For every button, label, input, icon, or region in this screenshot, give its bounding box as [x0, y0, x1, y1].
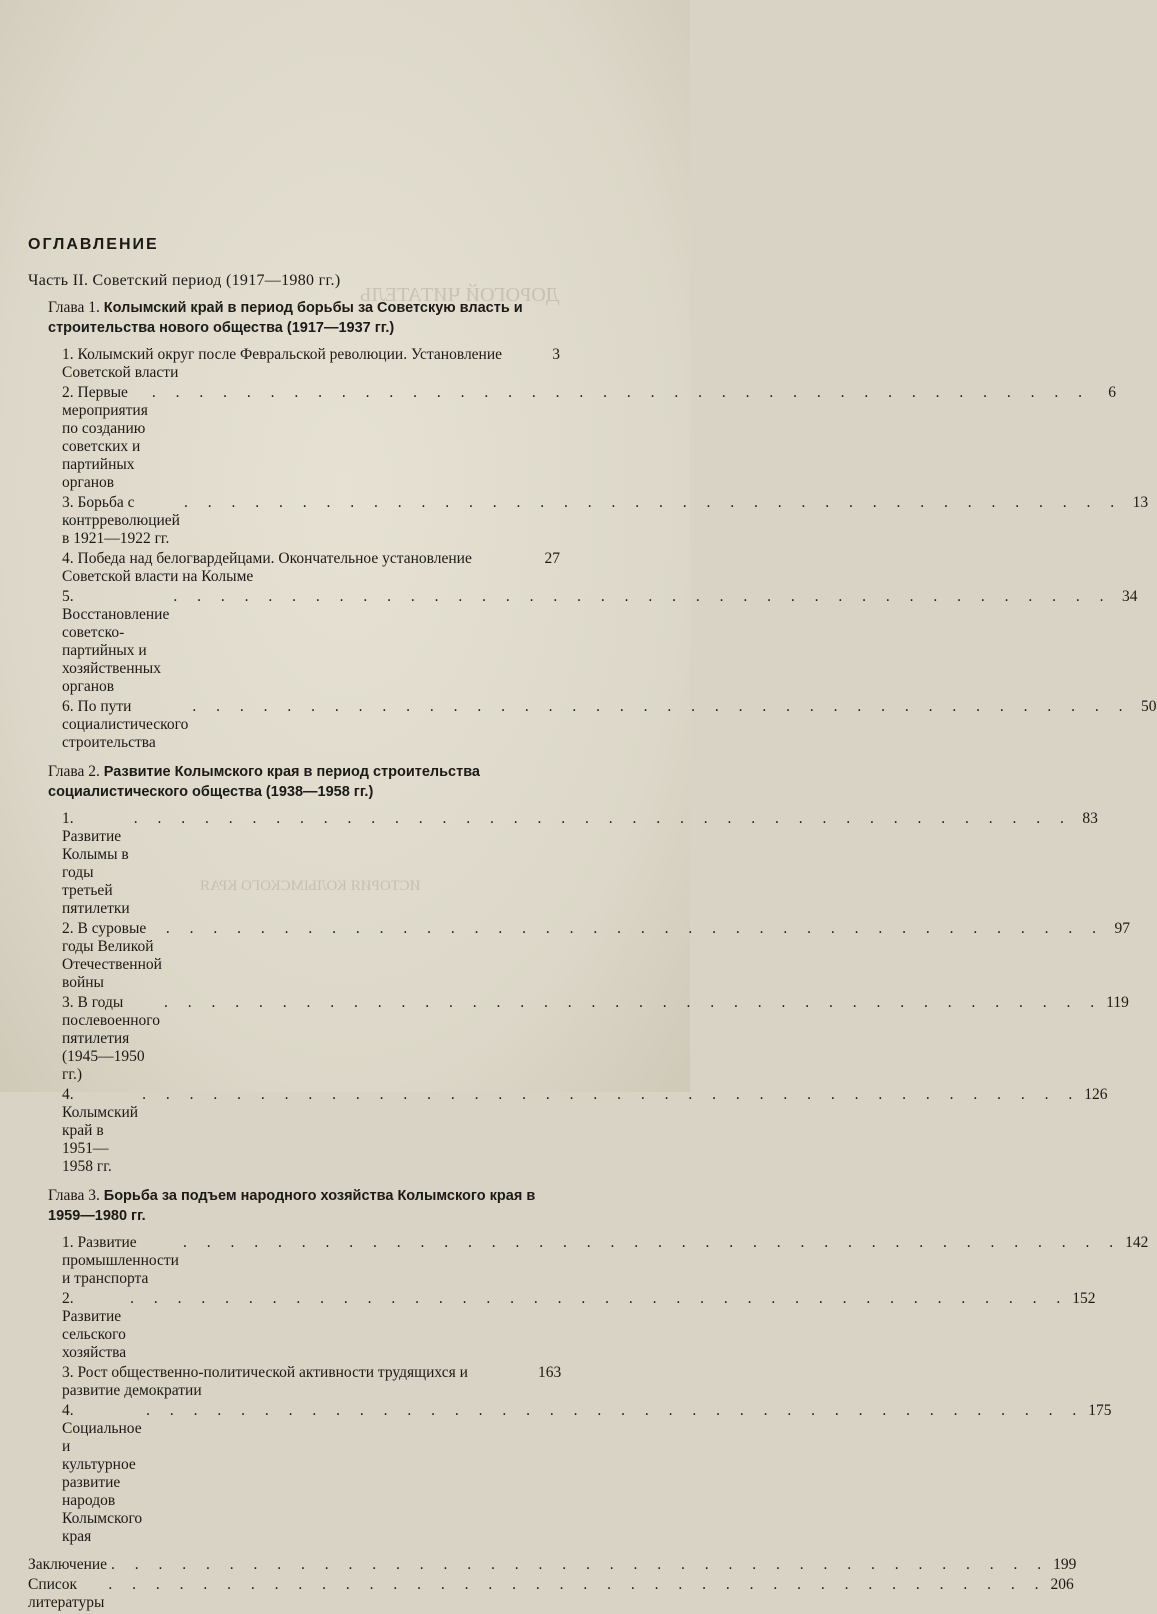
toc-entry [62, 1364, 560, 1400]
chapter-entries [28, 810, 1131, 1176]
toc-entry-text: 3. Борьба с контрреволюцией в 1921—1922 гг. [62, 494, 180, 547]
toc-entry [28, 1556, 1077, 1574]
toc-entry-text: 1. Развитие Колымы в годы третьей пятилетки [62, 810, 130, 917]
toc-entry [62, 1290, 1096, 1362]
toc-title: ОГЛАВЛЕНИЕ [28, 236, 159, 253]
toc-entry [62, 346, 560, 382]
toc-entry [62, 810, 1098, 918]
chapter-heading [28, 1186, 560, 1226]
dot-leader: . . . . . . . . . . . . . . . . . . . . . . . . . . . . . . . . . . . . . . . . [173, 588, 1112, 605]
toc-page-number: 34 [1121, 588, 1138, 605]
toc-entry [28, 1576, 1074, 1612]
toc-entry-line [28, 1576, 1074, 1612]
toc-entry-text: 2. Первые мероприятия по созданию советских и партийных органов [62, 384, 148, 491]
toc-entry [62, 920, 1131, 992]
show-through-text: ДОРОГОЙ ЧИТАТЕЛЬ [360, 284, 560, 306]
dot-leader: . . . . . . . . . . . . . . . . . . . . . . . . . . . . . . . . . . . . . . . . [111, 1556, 1050, 1573]
toc-entry-line [62, 1290, 1096, 1362]
chapter-title: Колымский край в период борьбы за Советскую власть и строительства нового общества (1917—1937 гг.) [48, 300, 523, 336]
toc-entry-text: 3. Рост общественно-политической активности трудящихся и развитие демократии [62, 1364, 468, 1399]
chapter-entries [28, 1234, 1149, 1546]
toc-page-number: 50 [1141, 698, 1157, 715]
chapter-entries [28, 346, 1157, 752]
table-of-contents [28, 236, 1157, 1614]
chapter [28, 762, 1131, 1176]
dot-leader: . . . . . . . . . . . . . . . . . . . . . . . . . . . . . . . . . . . . . . . . [151, 384, 1090, 401]
chapter-title: Развитие Колымского края в период строительства социалистического общества (1938—1958 гг.) [48, 764, 480, 800]
dot-leader: . . . . . . . . . . . . . . . . . . . . . . . . . . . . . . . . . . . . . . . . [183, 494, 1123, 511]
toc-entry-text: 1. Колымский округ после Февральской революции. Установление Советской власти [62, 346, 503, 381]
toc-entry [62, 384, 1116, 492]
toc-page-number: 6 [1108, 384, 1116, 401]
chapter-number: Глава 1. [48, 299, 104, 316]
toc-entry-text: 4. Социальное и культурное развитие народов Колымского края [62, 1402, 143, 1545]
closing-list [28, 1556, 1077, 1612]
dot-leader: . . . . . . . . . . . . . . . . . . . . . . . . . . . . . . . . . . . . . . . . [133, 810, 1072, 827]
show-through-text: ИСТОРИЯ КОЛЫМСКОГО КРАЯ [200, 878, 421, 894]
dot-leader: . . . . . . . . . . . . . . . . . . . . . . . . . . . . . . . . . . . . . . . . [182, 1234, 1122, 1251]
toc-entry-line [62, 494, 1149, 548]
toc-entry-line [62, 1234, 1149, 1288]
toc-entry-text: 3. В годы послевоенного пятилетия (1945—1950 гг.) [62, 994, 161, 1083]
toc-page-number: 199 [1053, 1556, 1077, 1573]
toc-entry-text: 5. Восстановление советско-партийных и хозяйственных органов [62, 588, 170, 695]
chapter-heading [28, 298, 560, 338]
chapter-title: Борьба за подъем народного хозяйства Колымского края в 1959—1980 гг. [48, 1188, 536, 1224]
toc-entry-line [62, 920, 1131, 992]
toc-entry-line [62, 588, 1138, 696]
chapter [28, 298, 1157, 752]
toc-page-number: 83 [1082, 810, 1098, 827]
toc-page-number: 13 [1132, 494, 1149, 511]
toc-page-number: 152 [1072, 1290, 1096, 1307]
toc-page-number: 27 [544, 550, 560, 567]
toc-entry-line [62, 550, 560, 586]
dot-leader: . . . . . . . . . . . . . . . . . . . . . . . . . . . . . . . . . . . . . . . . [165, 920, 1105, 937]
toc-page-number: 142 [1125, 1234, 1149, 1251]
toc-page-number: 175 [1088, 1402, 1112, 1419]
dot-leader: . . . . . . . . . . . . . . . . . . . . . . . . . . . . . . . . . . . . . . . . [146, 1402, 1085, 1419]
toc-page-number: 97 [1114, 920, 1131, 937]
toc-entry-text: 2. Развитие сельского хозяйства [62, 1290, 127, 1361]
dot-leader: . . . . . . . . . . . . . . . . . . . . . . . . . . . . . . . . . . . . . . . . [108, 1576, 1047, 1593]
toc-entry-line [62, 1402, 1112, 1546]
dot-leader: . . . . . . . . . . . . . . . . . . . . . . . . . . . . . . . . . . . . . . . . [164, 994, 1103, 1011]
chapter-number: Глава 2. [48, 763, 104, 780]
toc-page-number: 163 [538, 1364, 562, 1381]
toc-page-number: 126 [1084, 1086, 1108, 1103]
toc-entry [62, 1234, 1149, 1288]
chapter [28, 1186, 1149, 1546]
toc-page-number: 206 [1050, 1576, 1074, 1593]
dot-leader: . . . . . . . . . . . . . . . . . . . . . . . . . . . . . . . . . . . . . . . . [130, 1290, 1069, 1307]
chapters-list [28, 298, 1157, 1546]
toc-entry-line [28, 1556, 1077, 1574]
toc-entry [62, 994, 1129, 1084]
toc-entry-text: 4. Победа над белогвардейцами. Окончательное установление Советской власти на Колыме [62, 550, 472, 585]
toc-entry-text: 1. Развитие промышленности и транспорта [62, 1234, 179, 1287]
toc-entry-line [62, 1364, 560, 1400]
toc-entry [62, 550, 560, 586]
chapter-heading [28, 762, 560, 802]
toc-entry [62, 1086, 1108, 1176]
toc-page-number: 3 [552, 346, 560, 363]
toc-entry [62, 1402, 1112, 1546]
toc-entry-line [62, 1086, 1108, 1176]
toc-entry [62, 698, 1157, 752]
toc-entry [62, 588, 1138, 696]
toc-entry-line [62, 698, 1157, 752]
dot-leader: . . . . . . . . . . . . . . . . . . . . . . . . . . . . . . . . . . . . . . . . [192, 698, 1131, 715]
toc-entry-text: 6. По пути социалистического строительства [62, 698, 189, 751]
toc-entry [62, 494, 1149, 548]
toc-entry-line [62, 384, 1116, 492]
toc-entry-text: Список литературы [28, 1576, 105, 1611]
toc-page-number: 119 [1106, 994, 1129, 1011]
toc-entry-text: 4. Колымский край в 1951—1958 гг. [62, 1086, 139, 1175]
dot-leader: . . . . . . . . . . . . . . . . . . . . . . . . . . . . . . . . . . . . . . . . [142, 1086, 1081, 1103]
toc-entry-line [62, 810, 1098, 918]
part-heading: Часть II. Советский период (1917—1980 гг.) [28, 272, 341, 289]
chapter-number: Глава 3. [48, 1187, 104, 1204]
toc-entry-text: 2. В суровые годы Великой Отечественной войны [62, 920, 162, 991]
toc-entry-text: Заключение [28, 1556, 108, 1573]
toc-entry-line [62, 346, 560, 382]
toc-entry-line [62, 994, 1129, 1084]
